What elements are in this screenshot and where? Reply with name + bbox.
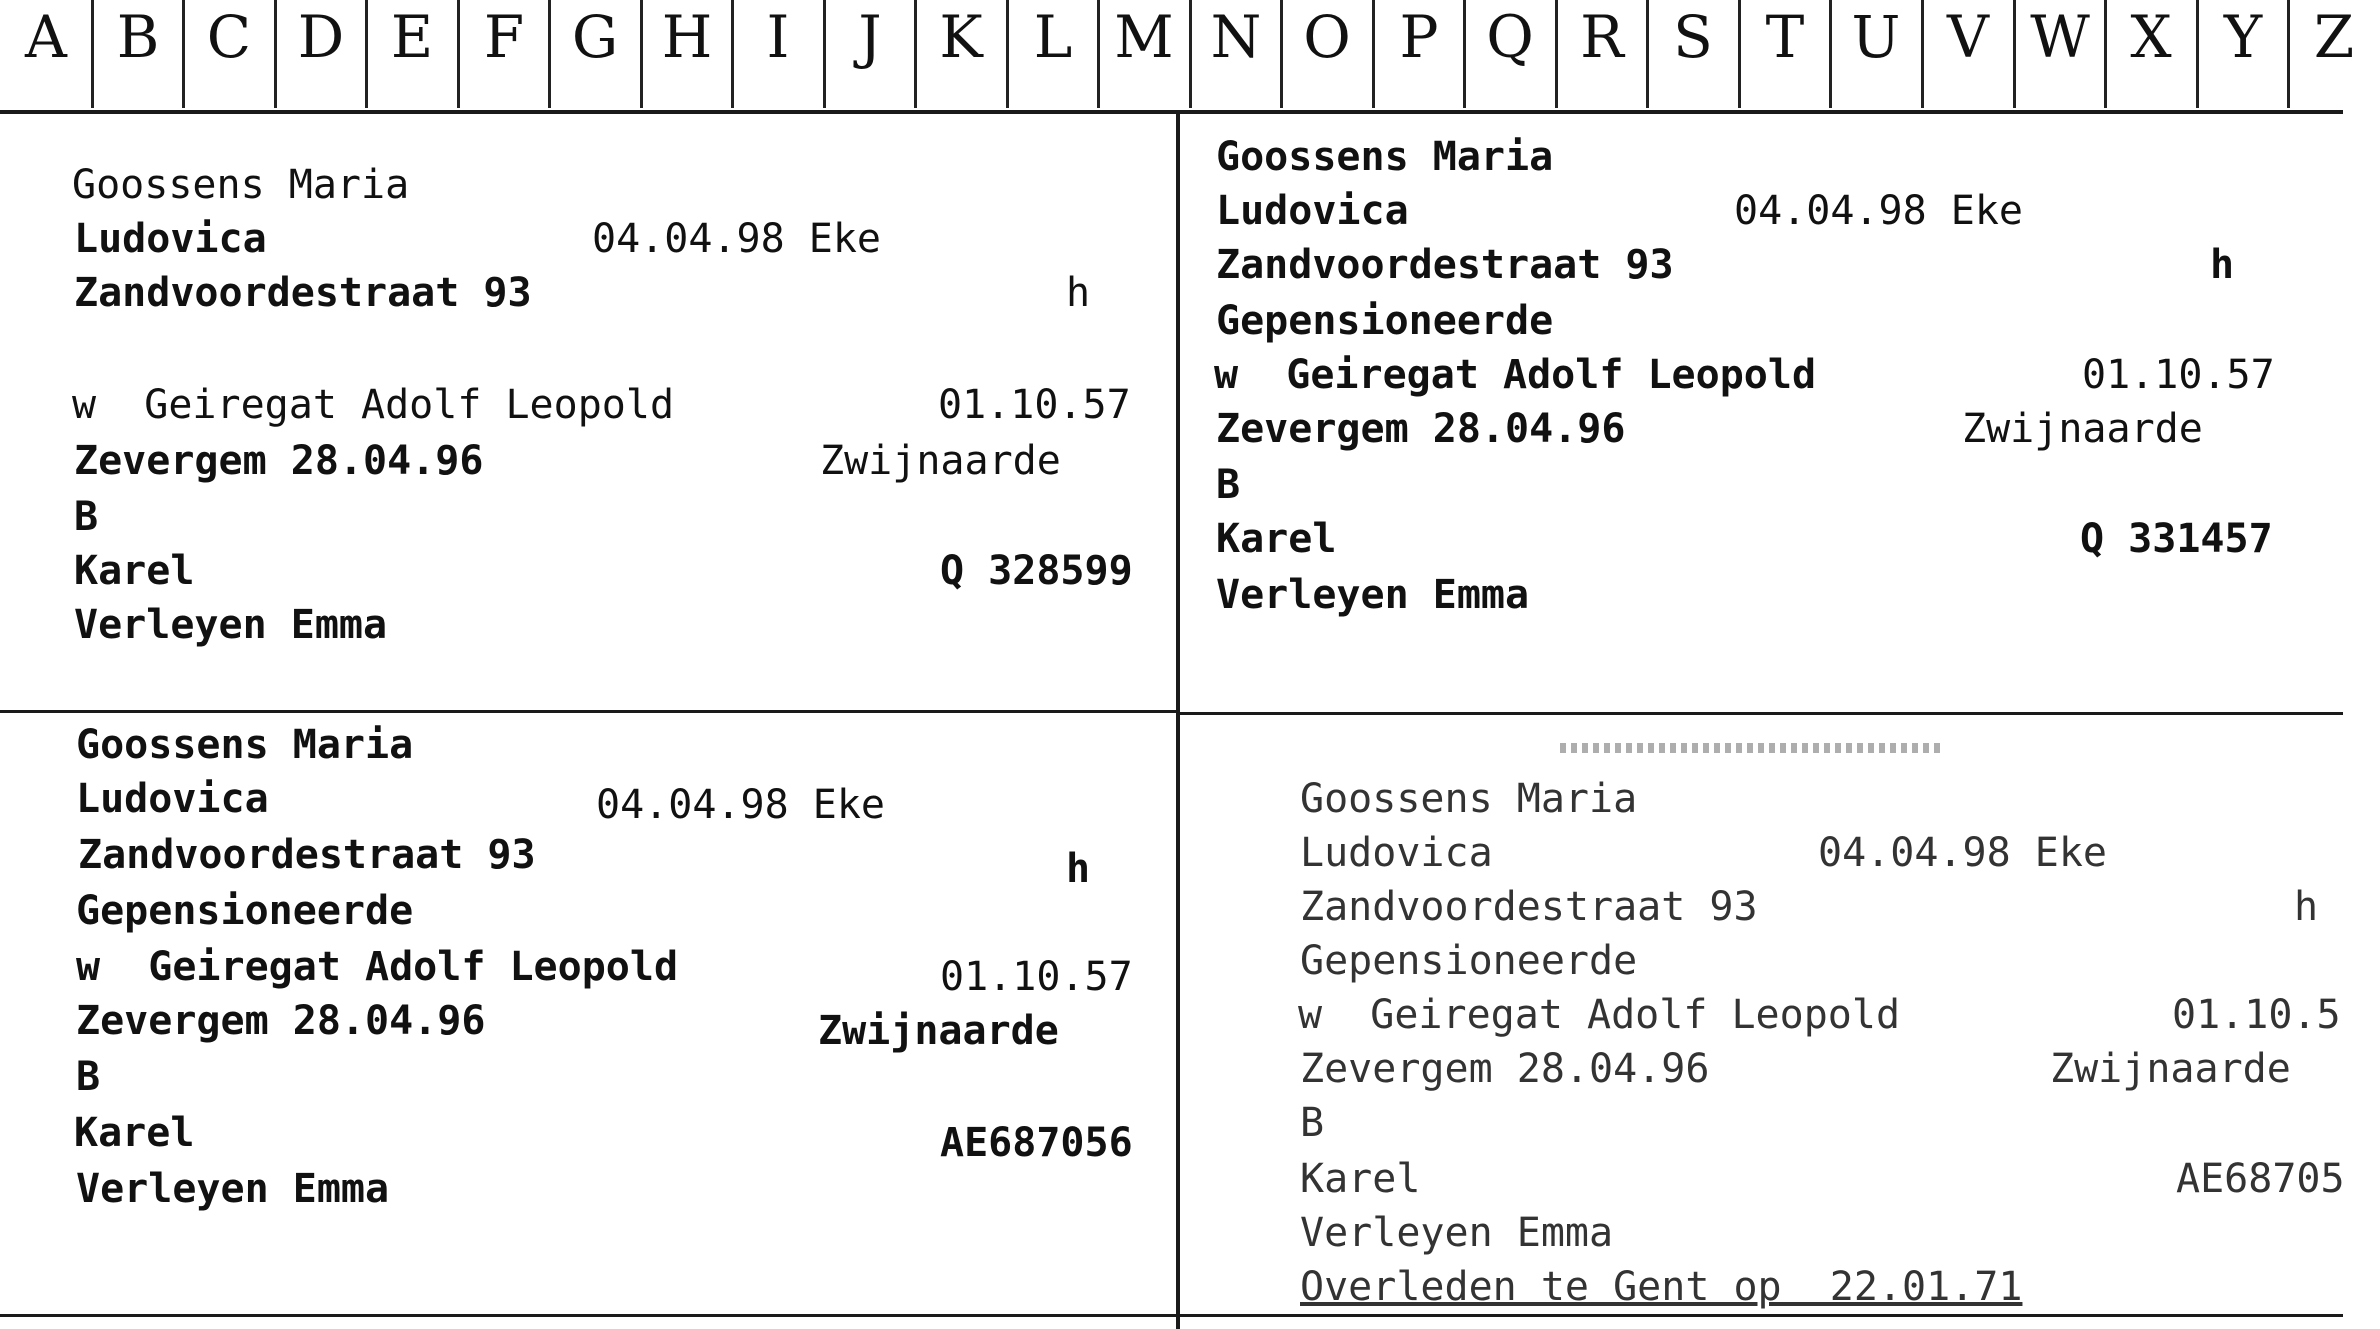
index-letter-j: J <box>858 3 882 71</box>
index-letter-f: F <box>483 3 525 71</box>
card-name: Goossens Maria <box>72 162 410 208</box>
card-spouse-birth: Zevergem 28.04.96 <box>76 998 486 1044</box>
card-number: AE687056 <box>940 1120 1133 1166</box>
index-letter-b: B <box>116 3 160 71</box>
index-separator <box>731 0 734 108</box>
card-number: AE68705 <box>2176 1156 2345 1202</box>
smudge-mark <box>1560 743 1940 753</box>
card-given-name: Ludovica <box>1216 188 1409 234</box>
index-separator <box>1555 0 1558 108</box>
card-address: Zandvoordestraat 93 <box>78 832 536 878</box>
index-separator <box>1097 0 1100 108</box>
index-separator <box>1006 0 1009 108</box>
index-letter-q: Q <box>1486 3 1534 71</box>
index-separator <box>1829 0 1832 108</box>
index-letter-a: A <box>25 3 67 71</box>
card-spouse-date: 01.10.57 <box>2082 352 2275 398</box>
index-letter-c: C <box>206 3 252 71</box>
index-separator <box>274 0 277 108</box>
index-letter-t: T <box>1765 3 1805 71</box>
left-row-divider <box>0 710 1178 713</box>
index-separator <box>914 0 917 108</box>
index-letter-g: G <box>571 3 619 71</box>
header-bottom-rule <box>0 110 2343 114</box>
card-b: B <box>1216 462 1241 508</box>
card-death-note: Overleden te Gent op 22.01.71 <box>1300 1264 2023 1310</box>
index-letter-r: R <box>1580 3 1624 71</box>
index-letter-o: O <box>1303 3 1351 71</box>
card-spouse-birth: Zevergem 28.04.96 <box>1216 406 1626 452</box>
card-spouse: w Geiregat Adolf Leopold <box>76 944 679 990</box>
index-letter-e: E <box>390 3 434 71</box>
index-letter-p: P <box>1399 3 1439 71</box>
index-separator <box>91 0 94 108</box>
index-letter-x: X <box>2130 3 2172 71</box>
index-letter-d: D <box>297 3 345 71</box>
center-divider <box>1176 112 1180 1329</box>
card-father: Karel <box>74 1110 195 1156</box>
card-mark: h <box>1066 270 1091 316</box>
index-separator <box>1463 0 1466 108</box>
index-letter-w: W <box>2030 3 2090 71</box>
card-mark: h <box>1066 846 1091 892</box>
right-row-divider <box>1180 712 2343 715</box>
index-separator <box>1738 0 1741 108</box>
card-number: Q 328599 <box>940 548 1133 594</box>
card-spouse: w Geiregat Adolf Leopold <box>1298 992 1901 1038</box>
card-place: Zwijnaarde <box>1962 406 2203 452</box>
index-letter-k: K <box>939 3 983 71</box>
card-father: Karel <box>1216 516 1337 562</box>
card-spouse: w Geiregat Adolf Leopold <box>72 382 675 428</box>
card-occupation: Gepensioneerde <box>1300 938 1638 984</box>
index-letter-s: S <box>1673 3 1713 71</box>
index-separator <box>640 0 643 108</box>
index-separator <box>1372 0 1375 108</box>
index-separator <box>823 0 826 108</box>
index-letter-h: H <box>661 3 713 71</box>
index-separator <box>457 0 460 108</box>
card-mother: Verleyen Emma <box>1216 572 1530 618</box>
index-letter-u: U <box>1851 3 1901 71</box>
alphabet-index <box>0 0 2355 110</box>
card-name: Goossens Maria <box>1300 776 1638 822</box>
card-place: Zwijnaarde <box>818 1008 1059 1054</box>
card-given-name: Ludovica <box>1300 830 1493 876</box>
index-separator <box>1646 0 1649 108</box>
card-birth: 04.04.98 Eke <box>592 216 881 262</box>
index-separator <box>1189 0 1192 108</box>
card-father: Karel <box>1300 1156 1421 1202</box>
card-birth: 04.04.98 Eke <box>1734 188 2023 234</box>
card-place: Zwijnaarde <box>2050 1046 2291 1092</box>
index-separator <box>1921 0 1924 108</box>
card-mark: h <box>2210 242 2235 288</box>
card-given-name: Ludovica <box>74 216 267 262</box>
card-spouse-birth: Zevergem 28.04.96 <box>74 438 484 484</box>
card-number: Q 331457 <box>2080 516 2273 562</box>
card-spouse: w Geiregat Adolf Leopold <box>1214 352 1817 398</box>
card-b: B <box>74 494 99 540</box>
card-b: B <box>76 1054 101 1100</box>
card-occupation: Gepensioneerde <box>1216 298 1554 344</box>
index-separator <box>2196 0 2199 108</box>
card-mother: Verleyen Emma <box>76 1166 390 1212</box>
index-separator <box>2104 0 2107 108</box>
index-separator <box>548 0 551 108</box>
index-letter-n: N <box>1210 3 1262 71</box>
card-b: B <box>1300 1100 1325 1146</box>
card-spouse-date: 01.10.57 <box>940 954 1133 1000</box>
index-letter-z: Z <box>2313 3 2355 71</box>
card-mother: Verleyen Emma <box>1300 1210 1614 1256</box>
index-letter-v: V <box>1947 3 1989 71</box>
index-separator <box>1280 0 1283 108</box>
card-name: Goossens Maria <box>1216 134 1554 180</box>
index-separator <box>2287 0 2290 108</box>
index-separator <box>365 0 368 108</box>
card-name: Goossens Maria <box>76 722 414 768</box>
card-address: Zandvoordestraat 93 <box>74 270 532 316</box>
bottom-rule <box>0 1314 2343 1317</box>
index-letter-y: Y <box>2223 3 2263 71</box>
card-father: Karel <box>74 548 195 594</box>
card-address: Zandvoordestraat 93 <box>1300 884 1758 930</box>
index-letter-m: M <box>1114 3 1174 71</box>
card-occupation: Gepensioneerde <box>76 888 414 934</box>
index-separator <box>2013 0 2016 108</box>
card-address: Zandvoordestraat 93 <box>1216 242 1674 288</box>
card-given-name: Ludovica <box>76 776 269 822</box>
index-letter-l: L <box>1033 3 1073 71</box>
card-mark: h <box>2294 884 2319 930</box>
index-letter-i: I <box>766 3 790 71</box>
card-spouse-date: 01.10.5 <box>2172 992 2341 1038</box>
card-spouse-birth: Zevergem 28.04.96 <box>1300 1046 1710 1092</box>
card-birth: 04.04.98 Eke <box>596 782 885 828</box>
card-birth: 04.04.98 Eke <box>1818 830 2107 876</box>
card-spouse-date: 01.10.57 <box>938 382 1131 428</box>
index-separator <box>182 0 185 108</box>
card-mother: Verleyen Emma <box>74 602 388 648</box>
card-place: Zwijnaarde <box>820 438 1061 484</box>
